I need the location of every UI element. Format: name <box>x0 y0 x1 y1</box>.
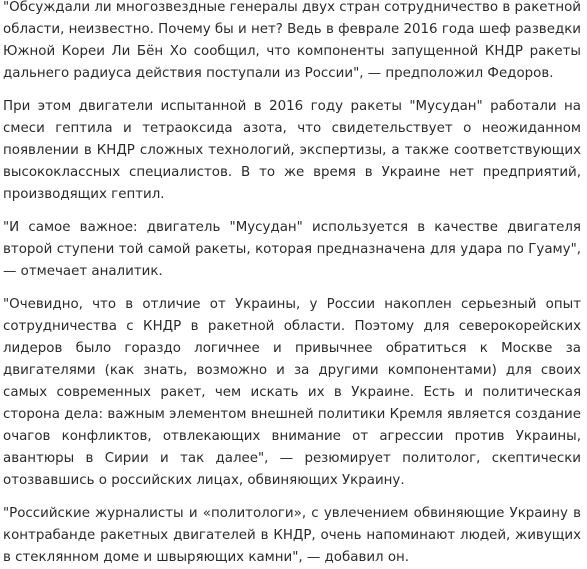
article-paragraph-1: "Обсуждали ли многозвездные генералы двух стран сотрудничество в ракетной области, неизвестно. Почему бы и нет? Ведь в феврале 2016 года шеф разведки Южной Кореи Ли Бён Хо сообщил, что компоненты запущенной КНДР ракеты дальнего радиуса действия поступали из России", — предположил Федоров. <box>3 0 581 81</box>
article-paragraph-4: "Очевидно, что в отличие от Украины, у России накоплен серьезный опыт сотрудничества с КНДР в ракетной области. Поэтому для северокорейских лидеров было гораздо логичнее и привычнее обратиться к Москве за двигателями (как знать, возможно и за другими компонентами) для своих самых современных ракет, чем искать их в Украине. Есть и политическая сторона дела: важным элементом внешней политики Кремля является создание очагов конфликтов, отвлекающих внимание от агрессии против Украины, авантюры в Сирии и так далее", — резюмирует политолог, скептически отозвавшись о российских лицах, обвиняющих Украину. <box>3 297 581 488</box>
article-paragraph-5: "Российские журналисты и «политологи», с увлечением обвиняющие Украину в контрабанде ракетных двигателей в КНДР, очень напоминают людей, живущих в стеклянном доме и швыряющих камни", — добавил он. <box>3 506 581 565</box>
article-paragraph-2: При этом двигатели испытанной в 2016 году ракеты "Мусудан" работали на смеси гептила и тетраоксида азота, что свидетельствует о неожиданном появлении в КНДР сложных технологий, экспертизы, а также соответствующих высококлассных специалистов. В то же время в Украине нет предприятий, производящих гептил. <box>3 99 581 202</box>
article-paragraph-3: "И самое важное: двигатель "Мусудан" используется в качестве двигателя второй ступени той самой ракеты, которая предназначена для удара по Гуаму", — отмечает аналитик. <box>3 220 581 279</box>
